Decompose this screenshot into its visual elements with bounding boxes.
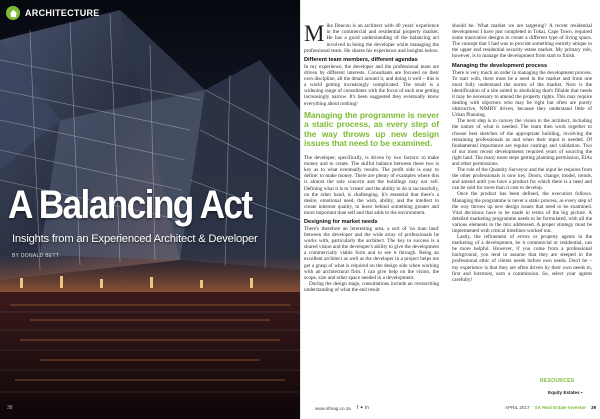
footer-right	[505, 405, 596, 410]
section-label: ARCHITECTURE	[25, 8, 100, 18]
issue-date: APRIL 2017	[505, 405, 530, 410]
footer-left	[315, 405, 369, 411]
paragraph: should be. What market we are targeting? A recent residential development I have just completed in Tokai, Cape Town, required some innovative designs to create a different type of living space. The concept that I had was to provide something entirely unique in the upper end residential security estate market. My primary role, however, is to manage the development from start to finish.	[452, 23, 592, 60]
intro-paragraph: Mike Deacon is an architect with 40 years' experience in the commercial and residential property market. He has a good understanding of the balancing act involved in being the developer while managing the professional team. He shares his experience and insights below.	[304, 21, 439, 54]
resources-label: RESOURCES	[540, 378, 575, 384]
subheading-team: Different team members, different agendas	[304, 57, 418, 64]
paragraph: The next step is to convey the vision to the architect, including the nature of what is needed. The team then work together to choose best sketches of the appropriate building, involving the remaining professionals as and when their input is needed. Of fundamental importance are regular costings and validation. Two of our most recent developments required years of sourcing the right land. The many more steps getting planning permission, EIAs and other permissions.	[452, 118, 592, 167]
social-icons[interactable]: f ✦ in	[356, 405, 369, 411]
article-byline: BY DONALD BETT	[12, 253, 60, 259]
page-gutter	[300, 0, 301, 419]
paragraph: The role of the Quantity Surveyor and the input he requires from the other professionals is now key. Doors, change, model, trends, and amend until you have a product for which there is a need and can be sold for more than it cost to develop.	[452, 167, 592, 192]
article-column-2	[452, 23, 592, 283]
paragraph: The developer, specifically, is driven by two factors: to make money and to create. The skilful balance between these two is key as to what eventually results. The profit side is easy to define: to make money. There are plenty of examples where this is almost the sole concern and the buildings may not sell. Defining what it is to 'create' and the ability to do it successfully, on the other hand, is challenging. It's essential that there's a desire, emotional need, the wish, ability, and the intellect to create inherent quality, to leave behind something greater and more important than self and that adds to the environment.	[304, 155, 439, 216]
article-headline: A Balancing Act	[8, 183, 252, 227]
section-badge	[6, 6, 100, 20]
paragraph: In my experience, the developer and the professional team are driven by different interests. Consultants are focused on their own discipline, all the detail around it, and doing it well – this is a world getting increasingly complicated. The result is a widening range of consultants with the focus of each one getting increasingly narrow. It's been suggested they eventually know everything about nothing!	[304, 64, 439, 107]
architecture-icon	[6, 6, 20, 20]
publication-name: SA Real Estate Investor	[534, 405, 587, 410]
drop-cap: M	[304, 21, 325, 46]
paragraph: There's therefore an interesting area, a sort of 'no man land' between the developer and the wide array of professionals he works with, particularly the architect. The key to success is a shared vision and the developer's ability to give the development a commercially viable form and to see it through. Being an excellent architect as well as the developer in a project helps me get a grasp of what is required on the design side when working with an architectural firm. I can give help on the vision, the scope, size and other space needed in a development.	[304, 225, 439, 281]
page-number: 39	[591, 405, 597, 410]
website-link[interactable]: www.sfmag.co.za	[315, 405, 351, 411]
paragraph: During the design stage, consultations include an overarching understanding of what the end result	[304, 280, 439, 293]
subheading-market: Designing for market needs	[304, 218, 378, 225]
article-subheadline: Insights from an Experienced Architect & Developer	[12, 233, 258, 245]
subheading-process: Managing the development process	[452, 62, 548, 69]
paragraph: Once the product has been defined, the execution follows. Managing the programme is never a static process, as every step of the way throws up new design issues that need to be examined. Vital decisions have to be made in terms of the big picture. A detailed marketing programme needs to be formulated, with all the various elements in the mix addressed. A proper strategy must be implemented with critical timelines worked out.	[452, 191, 592, 234]
article-column-1	[304, 23, 439, 293]
pull-quote: Managing the programme is never a static process, as every step of the way throws up new design issues that need to be examined.	[304, 109, 439, 149]
paragraph: Lastly, the refinement of errors or property agents in the marketing of a development, be it commercial or residential, can be more helpful. However, if you come from a professional background, you tend to assume that they are steeped in the professional ethic of clients needs before own needs. Don't be – my experience is that they are often driven by their own needs to, first and foremost, earn a commission. So, select your agents carefully!	[452, 234, 592, 283]
paragraph: There is very much an order in managing the development process. To start with, there must be a need in the market and from one must fully understand the norms of the market. Next is the identification of a site suited to abolishing that's fillable that needs it may be necessary to amend the property rights. This may require dealing with objectors who may be right but often are purely obstructive, NIMBY driven, because they understand little of Urban Planning.	[452, 69, 592, 119]
left-page-number: 38	[7, 405, 13, 411]
resources-item: Equity Estates ▪	[548, 390, 583, 395]
